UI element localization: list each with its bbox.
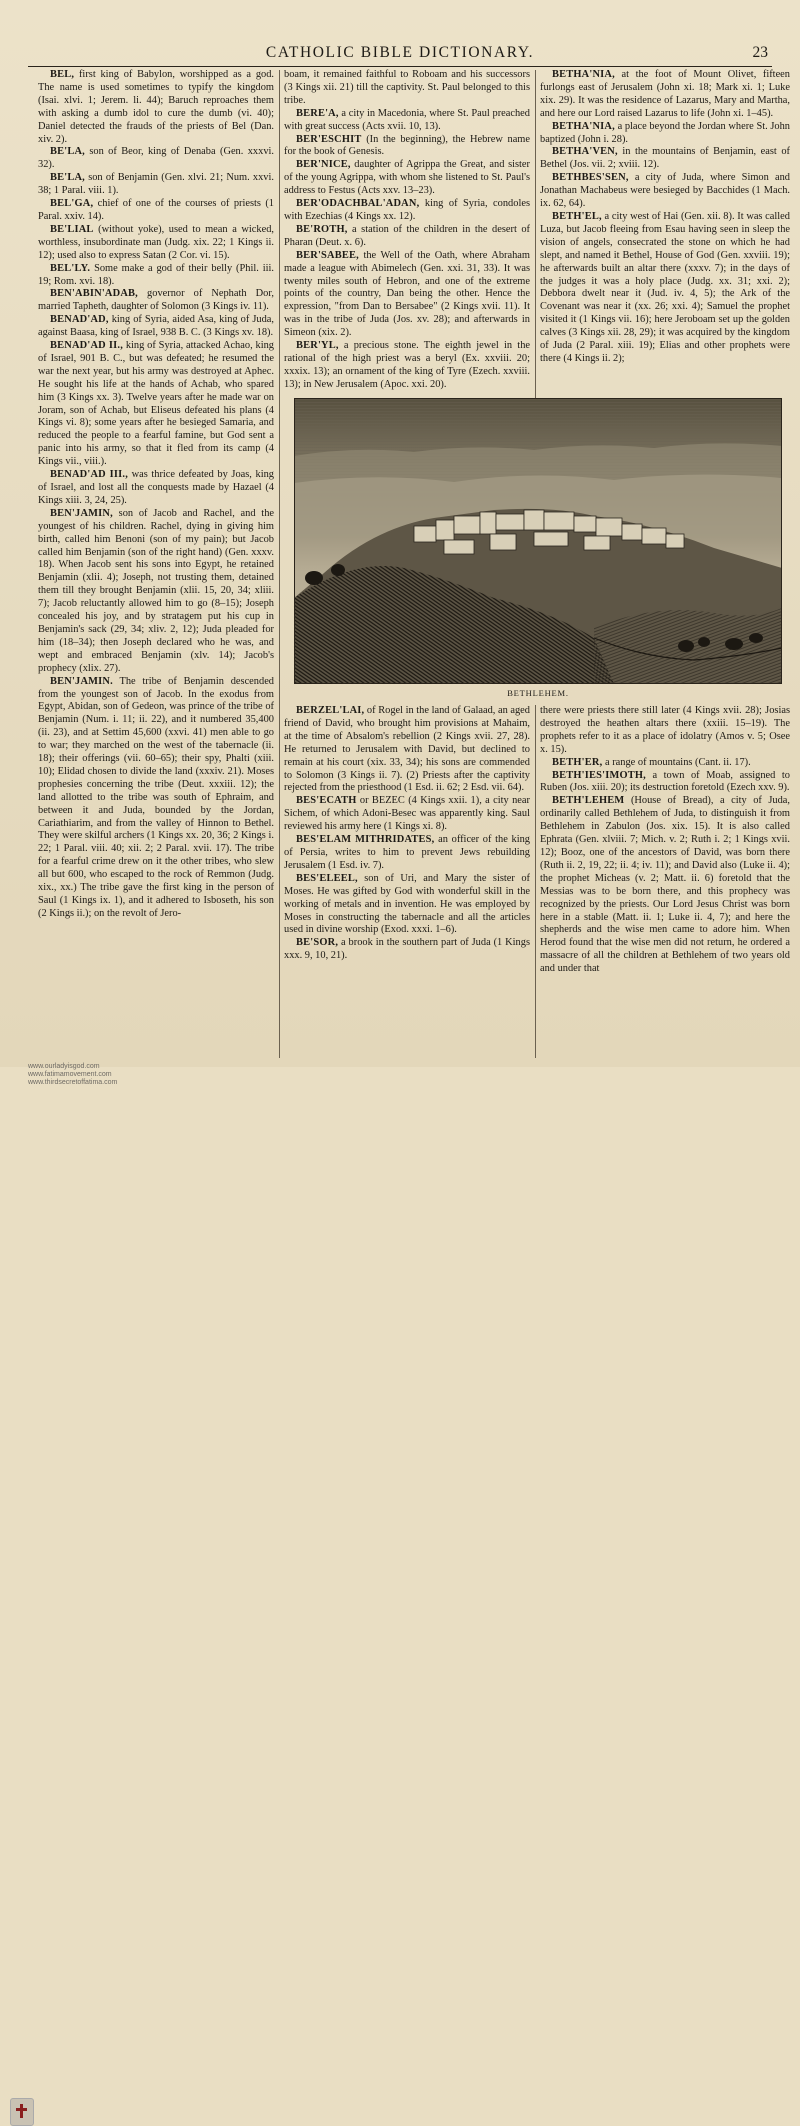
entry-text: Some make a god of their belly (Phil. iii. 19; Rom. xvi. 18). [38, 262, 274, 287]
entry-text: at the foot of Mount Olivet, fifteen furlongs east of Jerusalem (John xi. 18; Mark xi. 1; Luke xix. 29). It was the residence of Lazarus, Mary and Martha, and here our Lord raised Lazarus to life (John xi. 1–45). [540, 69, 790, 119]
dictionary-entry [540, 121, 790, 147]
entry-text: (without yoke), used to mean a wicked, worthless, insubordinate man (Judg. xix. 22; 1 Kings ii. 12); used also to express Satan (2 Cor. vi. 15). [38, 223, 274, 261]
dictionary-entry [284, 159, 530, 198]
column-3-top [540, 69, 790, 398]
dictionary-entry [38, 198, 274, 224]
entry-text: (In the beginning), the Hebrew name for the book of Genesis. [284, 133, 530, 158]
dictionary-entry [38, 340, 274, 469]
entry-text: son of Benjamin (Gen. xlvi. 21; Num. xxvi. 38; 1 Paral. viii. 1). [38, 172, 274, 197]
entry-text: a city of Juda, where Simon and Jonathan Machabeus were besieged by Bacchides (1 Mach. ix. 62, 64). [540, 172, 790, 210]
column-divider-right-top [535, 70, 536, 398]
dictionary-entry [38, 263, 274, 289]
entry-text: of Rogel in the land of Galaad, an aged friend of David, who brought him provisions at Mahaim, at the time of Absalom's rebellion (2 Kings xvii. 27, 28). He returned to Jerusalem with David, but declined to remain at his court (xix. 33, 34); his sons are commended to Solomon (3 Kings ii. 7). (2) Priests after the captivity rejected from the priesthood (1 Esd. ii. 62; 2 Esd. vii. 64). [284, 705, 530, 794]
column-1 [38, 69, 274, 1059]
entry-headword: BES'ECATH [296, 795, 357, 807]
entry-text: son of Jacob and Rachel, and the youngest of his children. Rachel, dying in giving him birth, called him Benoni (son of my pain); but Jacob called him Benjamin (son of the right hand) (Gen. xxxv. 18). When Jacob sent his sons into Egypt, he retained Benjamin (xlii. 4); Joseph, not trusting them, detained them till they brought Benjamin (xlii. 15, 20, 34; xliii. 7); Jacob reluctantly allowed him to go (8–15); Joseph concealed his joy, and by stratagem put his cup in Benjamin's sack (29, 34; xliv. 2, 12); Juda pleaded for him (18–34); then Joseph declared who he was, and wept and embraced Benjamin (xlv. 14); Jacob's prophecy (xlix. 27). [38, 507, 274, 674]
entry-headword: BEL'LY. [50, 262, 91, 274]
entry-headword: BENAD'AD III., [50, 469, 128, 481]
entry-text: a city in Macedonia, where St. Paul preached with great success (Acts xvii. 10, 13). [284, 107, 530, 132]
entry-headword: BETHBES'SEN, [552, 172, 629, 184]
dictionary-entry [38, 146, 274, 172]
bethlehem-engraving [294, 398, 782, 684]
dictionary-entry [540, 757, 790, 770]
dictionary-entry [540, 211, 790, 366]
entry-headword: BER'ODACHBAL'ADAN, [296, 198, 420, 210]
entry-text: chief of one of the courses of priests (1 Paral. xxiv. 14). [38, 198, 274, 222]
dictionary-entry [284, 198, 530, 224]
entry-text: king of Syria, aided Asa, king of Juda, against Baasa, king of Israel, 938 B. C. (3 Kings xv. 18). [38, 314, 274, 339]
dictionary-entry [284, 250, 530, 340]
entry-headword: BE'SOR, [296, 937, 339, 949]
column-3-bottom [540, 705, 790, 1060]
entry-text: an officer of the king of Persia, writes to him to prevent Jews rebuilding Jerusalem (1 Esd. iv. 7). [284, 834, 530, 871]
entry-headword: BEN'JAMIN, [50, 507, 113, 519]
running-header [28, 40, 772, 68]
dictionary-entry [540, 705, 790, 757]
dictionary-entry [38, 508, 274, 676]
entry-headword: BER'YL, [296, 340, 339, 352]
entry-text: or BEZEC (4 Kings xxii. 1), a city near Sichem, of which Adoni-Besec was apparently king. Saul reviewed his army here (1 Kings xi. 8). [284, 795, 530, 833]
dictionary-entry [284, 108, 530, 134]
entry-headword: BE'LA, [50, 146, 85, 158]
entry-headword: BEL, [50, 69, 75, 80]
page-title: CATHOLIC BIBLE DICTIONARY. [265, 44, 535, 61]
dictionary-entry [540, 795, 790, 976]
entry-text: son of Beor, king of Denaba (Gen. xxxvi. 32). [38, 146, 274, 171]
dictionary-entry [540, 770, 790, 796]
entry-headword: BETH'LEHEM [552, 795, 625, 807]
entry-headword: BE'LIAL [50, 223, 94, 235]
entry-text: a precious stone. The eighth jewel in the rational of the high priest was a beryl (Ex. xxviii. 20; xxxix. 13); an ornament of the king of Tyre (Ezech. xxviii. 13); in New Jerusalem (Apoc. xxi. 20). [284, 340, 530, 390]
entry-text: son of Uri, and Mary the sister of Moses. He was gifted by God with wonderful skill in the working of metals and in invention. He was employed by Moses in constructing the tabernacle and all the articles used in divine worship (Exod. xxxi. 1–6). [284, 872, 530, 936]
dictionary-entry [540, 69, 790, 121]
dictionary-entry [284, 795, 530, 834]
dictionary-entry [540, 146, 790, 172]
dictionary-entry [38, 288, 274, 314]
entry-headword: BETHA'NIA, [552, 120, 615, 132]
footer-url[interactable]: www.fatimamovement.com [28, 1071, 112, 1078]
entry-headword: BE'LA, [50, 172, 85, 184]
entry-headword: BETHA'VEN, [552, 146, 618, 158]
entry-text: a brook in the southern part of Juda (1 Kings xxx. 9, 10, 21). [284, 937, 530, 962]
dictionary-entry [38, 469, 274, 508]
entry-text: a city west of Hai (Gen. xii. 8). It was called Luza, but Jacob fleeing from Esau having seen in sleep the vision of angels, consecrated the stone on which he had slept, and named it Bethel, House of God (Gen. xxviii. 19); he afterwards built an altar there (xxxv. 7); in the days of the judges it was a holy place (Judg. xx. 31; xxi. 2); Debbora dwelt near it (Jud. iv. 4, 5); the Ark of the Covenant was near it (xx. 26; xxi. 4); Samuel the prophet visited it (1 Kings vii. 16); here Jeroboam set up the golden calves (3 Kings xii. 28, 29); it was acquired by the kingdom of Juda (2 Paral. xiii. 19); Elias and other prophets were there (4 Kings ii. 2); [540, 210, 790, 364]
entry-headword: BENAD'AD II., [50, 340, 123, 352]
entry-headword: BETH'IES'IMOTH, [552, 769, 646, 781]
entry-headword: BER'SABEE, [296, 249, 359, 261]
entry-text: a range of mountains (Cant. ii. 17). [602, 756, 751, 768]
entry-headword: BETH'ER, [552, 756, 603, 768]
dictionary-entry [284, 224, 530, 250]
entry-text: first king of Babylon, worshipped as a god. The name is used sometimes to typify the kingdom (Isai. xlvi. 1; Jerem. li. 44); Baruch reproaches them with asking a dumb idol to cure the dumb (vi. 40); Daniel detected the frauds of the priests of Bel (Dan. xiv. 2). [38, 69, 274, 145]
entry-text: there were priests there still later (4 Kings xvii. 28); Josias destroyed the heathen altars there (xxiii. 15–19). The prophets refer to it as a place of idolatry (Amos v. 5; Osee x. 15). [540, 705, 790, 755]
dictionary-entry [284, 340, 530, 392]
entry-text: The tribe of Benjamin descended from the youngest son of Jacob. In the exodus from Egypt, Abidan, son of Gedeon, was prince of the tribe of Benjamin (Num. i. 11; ii. 22), and it numbered 35,400 (ii. 23), and at Settim 45,600 (xxvi. 41) men able to go to war; they marched on the west of the tabernacle (ii. 18); their offerings (vii. 60–65); their spy, Phalti (xiii. 10); Elidad chosen to divide the land (xxxiv. 21). Moses prophesies concerning the tribe (Deut. xxxiii. 12); the land allotted to the tribe was south of Ephraim, and between it and Juda, bounded by the Jordan, Cariathiarim, and from the valley of Hinnon to Bethel. They were skilful archers (1 Kings xx. 20, 36; 2 Kings i. 22; 1 Paral. viii. 40; xii. 2; 2 Paral. xvii. 17). The tribe for a fearful crime drew on it the other tribes, who slew all but 600, who escaped to the rock of Remmon (Judg. xix., xx.) The tribe gave the first king in the person of Saul (1 Kings ix. 1), and it adhered to Isboseth, his son (2 Kings ii.); on the revolt of Jero- [38, 675, 274, 919]
entry-headword: BEN'JAMIN. [50, 675, 113, 687]
entry-headword: BER'ESCHIT [296, 133, 362, 145]
entry-text: a place beyond the Jordan where St. John baptized (John i. 28). [540, 120, 790, 145]
header-rule [28, 66, 772, 67]
dictionary-entry [38, 224, 274, 263]
footer-url[interactable]: www.thirdsecretoffatima.com [28, 1079, 118, 1086]
figure-caption: BETHLEHEM. [507, 688, 569, 698]
dictionary-entry [540, 172, 790, 211]
entry-text: a town of Moab, assigned to Ruben (Jos. xiii. 20); its destruction foretold (Ezech xxv. 9). [540, 769, 790, 794]
site-logo [10, 2098, 34, 2126]
column-divider-left [279, 70, 280, 1058]
page-number: 23 [752, 44, 768, 61]
dictionary-entry [38, 676, 274, 921]
entry-headword: BEN'ABIN'ADAB, [50, 288, 138, 300]
entry-headword: BENAD'AD, [50, 314, 109, 326]
entry-text: boam, it remained faithful to Roboam and his successors (3 Kings xii. 21) till the captivity. St. Paul belonged to this tribe. [284, 69, 530, 106]
entry-text: king of Syria, attacked Achao, king of Israel, 901 B. C., but was defeated; he resumed the war the next year, but his army was destroyed at Aphec. He sought his life at the hands of Achab, who spared him (3 Kings xx. 3). Twelve years after he made war on Joram, son of Achab, but Eliseus defeated his plans (4 Kings vi. 8); some years after he besieged Samaria, and reduced the people to a fearful famine, but God sent a panic into his army, so that it fled from its camp (4 Kings vii., viii.). [38, 340, 274, 468]
entry-text: king of Syria, condoles with Ezechias (4 Kings xx. 12). [284, 198, 530, 222]
dictionary-entry [284, 705, 530, 795]
dictionary-entry [284, 834, 530, 873]
dictionary-entry [38, 172, 274, 198]
entry-text: the Well of the Oath, where Abraham made a league with Abimelech (Gen. xxi. 31, 33). It was twenty miles south of Hebron, and one of the extreme points of the country, Dan being the other. Hence the expression, "from Dan to Bersabee" (2 Kings xvii. 11). It was in the tribe of Juda (Jos. xv. 28); and afterwards in Simeon (xix. 2). [284, 249, 530, 339]
entry-headword: BE'ROTH, [296, 223, 348, 235]
entry-text: daughter of Agrippa the Great, and sister of the young Agrippa, with whom she listened to St. Paul's address to Festus (Acts xxv. 13–23). [284, 159, 530, 197]
entry-headword: BES'ELAM MITHRIDATES, [296, 834, 435, 846]
entry-headword: BERZEL'LAI, [296, 705, 365, 716]
dictionary-entry [284, 69, 530, 108]
column-2-top [284, 69, 530, 398]
footer-url[interactable]: www.ourladyisgod.com [28, 1063, 100, 1070]
entry-headword: BETHA'NIA, [552, 69, 615, 80]
column-divider-right-bottom [535, 705, 536, 1058]
entry-text: a station of the children in the desert of Pharan (Deut. x. 6). [284, 223, 530, 248]
entry-headword: BEL'GA, [50, 198, 94, 210]
entry-text: (House of Bread), a city of Juda, ordinarily called Bethlehem of Juda, to distinguish it from Bethlehem in Zabulon (Jos. xix. 15). It is also called Ephrata (Gen. xlviii. 7; Mich. v. 2; Ruth i. 2; 1 Kings xvii. 12); Booz, one of the ancestors of David, was born there (Ruth ii. 2, 19, 22; ii. 4; iv. 11); and David also (Luke ii. 4); the prophet Micheas (v. 2; Matt. ii. 6) foretold that the Messias was to be born there, and this prophecy was recognized by the priests. Our Lord Jesus Christ was born here in a stable (Matt. ii. 1; Luke ii. 4, 7); and here the shepherds and the wise men came to adore him. When Herod found that the wise men did not return, he ordered a massacre of all the children at Bethlehem of two years old and under that [540, 795, 790, 975]
entry-headword: BER'NICE, [296, 159, 351, 171]
dictionary-entry [284, 134, 530, 160]
entry-headword: BES'ELEEL, [296, 872, 358, 884]
dictionary-entry [284, 873, 530, 938]
entry-headword: BERE'A, [296, 107, 339, 119]
dictionary-entry [38, 314, 274, 340]
dictionary-entry [38, 69, 274, 146]
dictionary-entry [284, 937, 530, 963]
entry-text: in the mountains of Benjamin, east of Bethel (Jos. vii. 2; xviii. 12). [540, 146, 790, 171]
entry-text: was thrice defeated by Joas, king of Israel, and lost all the conquests made by Hazael (4 Kings xiii. 3, 24, 25). [38, 469, 274, 506]
entry-headword: BETH'EL, [552, 210, 602, 222]
entry-text: governor of Nephath Dor, married Tapheth, daughter of Solomon (3 Kings iv. 11). [38, 288, 274, 313]
column-2-bottom [284, 705, 530, 1060]
